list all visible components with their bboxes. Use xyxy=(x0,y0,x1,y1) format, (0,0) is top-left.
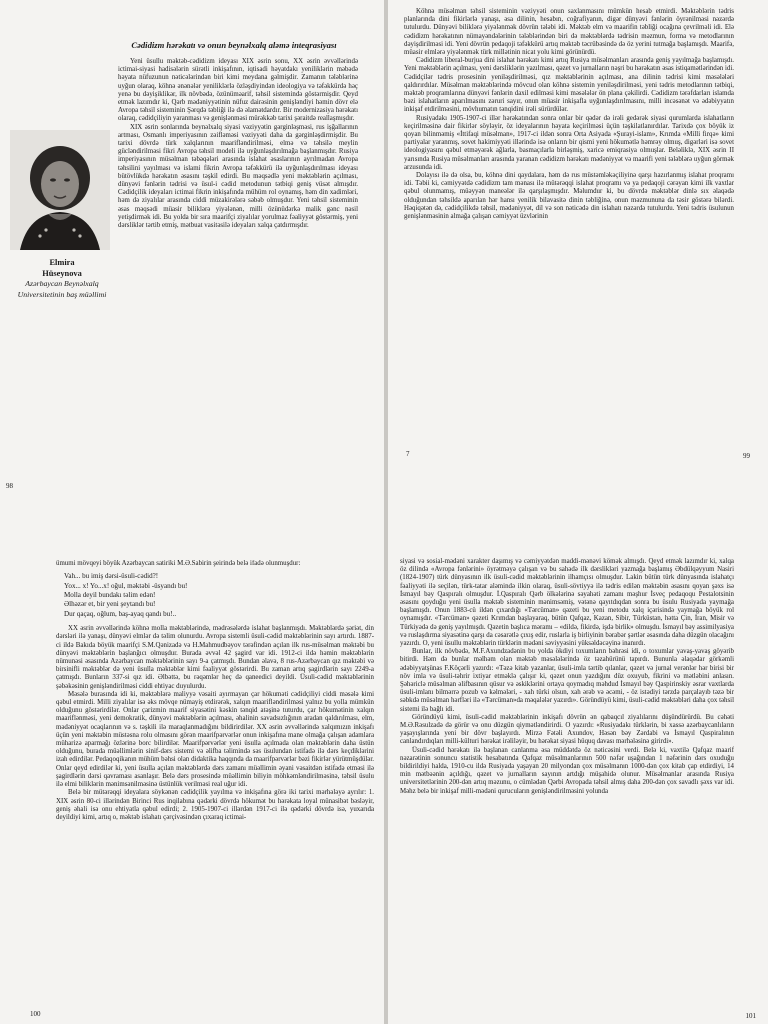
poem-line: Molla deyil bundakı təlim edən! xyxy=(64,591,156,600)
page-number: 101 xyxy=(745,1012,756,1020)
page-99 xyxy=(386,0,768,512)
page-number: 100 xyxy=(30,1010,41,1018)
paragraph: Rusiyadakı 1905-1907-ci illər hərəkatından sonra onlar bir qədər də irəli gedərək siyasi qurumlarda islahatların keçirilməsinə dair fikirlər söyləyir, öz ideyalarının həyata keçirilməsi üçün təşkilatlanırdılar. Tarixdə çox böyük iz qoyan bilinməmiş «İttifaqi müsəlman», 1917-ci ildən sonra Orta Asiyada «Şurayi-islam», Krımda «Milli firqə» kimi partiyalar yaranmış, sovet hakimiyyəti illərində isə onların bir qismi yeni hökumətlə həmrəy olmuş, digərləri isə sovet ideologiyasını qəbul etməyərək ağlarla, basmaçılarla birləşmiş, xaricə emiqrasiya olmuşlar. Beləliklə, XIX əsrin II yarısında Rusiya müsəlmanları arasında yaranan cədidizm hərəkatı mədəniyyət və maarifi yeni tələblərə uyğun görmək arzusunda idi. xyxy=(404,114,734,171)
paragraph: siyasi və sosial-mədəni xarakter daşımış və cəmiyyətdən maddi-mənəvi kömək almışdı. Qeyd etmək lazımdır ki, xalqa öz dilində «Avropa fənlərini» öyrətməyə çalışan və bu sahədə ilk dərslikləri yazmağa başlamış Əbdülqəyyum Nasiri (1824-1907) türk dünyasının ilk üsuli-cədid məktəblərinin ilhamçısı olmuşdur. Lakin bütün türk dünyasında islahatçı fəaliyyəti ilə seçilən, türk-tatar aləmində ilkin olaraq, üsuli-sövtiyyə ilə tədris edilən məktəbin əsasını qoyan şəxs isə İsmayıl bəy Qaspıralı olmuşdur. İ.Qaspıralı Qərb ölkələrinə səyahəti zamanı məşhur İsveç pedaqoqu Pestalotsinin əsasını qoyduğu yeni üsulla məktəb sisteminin mənimsəmiş, vətənə qayıtdıqdan sonra bu üsulu Rusiyada yaymağa başlamışdı. Onun 1883-cü ildən çıxardığı «Tərcüman» qəzeti bu yeni metodu xalq içərisində yaymağa böyük rol oynamışdır. «Tərcüman» qəzeti Krımdan başlayaraq, bütün Qafqaz, Kazan, Sibir, Türküstan, hətta Çin, İran, Misir və Türkiyədə də geniş yayılmışdı. Qəzetin başlıca məramı – «dildə, fikirdə, işdə birlik» olmuşdu. İsmayıl bəy assimilyasiya və ruslaşdırma siyasətinə qarşı da cəsarətlə çıxış edir, ruslarla iş birliyinin bərabər şərtlər əsasında daha düzgün olacağını yazırdı. O, yeni üsullu məktəblərin türklərin mədəni səviyyəsini yüksəldəcəyinə inanırdı. xyxy=(400,558,734,648)
poem-intro: ümumi mövqeyi böyük Azərbaycan satiriki M.Ə.Sabirin şeirində belə ifadə olunmuşdur: xyxy=(56,560,301,567)
author-photo xyxy=(10,130,110,250)
poem xyxy=(64,572,374,619)
author-caption xyxy=(14,258,110,300)
paragraph: Dolayısı ilə də olsa, bu, köhnə dini qaydalara, həm də rus müstəmləkəçiliyinə qarşı hazırlanmış islahat proqramı idi. Təbii ki, cəmiyyətdə cədidizm tam mənası ilə mütərəqqi islahat proqramı və ya pedaqoji cərəyan kimi ilk vaxtlar qəbul olunmamış, müəyyən maneələr ilə qarşılaşmışdır. Məlumdur ki, bu dövrdə məktəblər dinlə sıx əlaqədə olduğundan təhsildə aparılan hər hansı yenilik bilavasitə dinin təbliğinə, onun məzmununa da təsir göstərə bilərdi. Həqiqətən də, cədidçilikdə təhsil, mədəniyyət, dil və son nəticədə din islahatı nəzərdə tutulurdu. Yeni tədris üsulunun genişlənməsinin almağa çalışan cəmiyyət üzvlərinin xyxy=(404,172,734,221)
page-101 xyxy=(386,512,768,1024)
article-body xyxy=(400,558,734,1008)
paragraph: Məsələ burasında idi ki, məktəblərə maliyyə vəsaiti ayırmayan çar hökuməti cədidçiliyi ciddi məsələ kimi qəbul etmirdi. Milli ziyalılar isə əks mövqe nümayiş etdirərək, xalqın maarifləndirilməsi yalnız bu yolla mümkün olduğunu göstərirdilər. Onlar çarizmin maarif siyasətini kəskin tənqid atəşinə tuturdu, çar hökumətinin xalqın maariflənməsi, yeni demokratik, dünyəvi məktəblərin açılması, əhalinin savadsızlığının aradan qaldırılması, elm, mədəniyyət ocaqlarının və s. təşkili ilə maraqlanmadığını bildirirdilər. XX əsrin əvvəllərində xalqımızın inkişafı üçün yeni məktəbin müstəsna rolu olmasını görən maarifpərvərlər onun inkişafına mane olmağa çalışan adamlara müharizə aparmağı özlərinə borc bilirdilər. Maarifpərvərlər yeni üsulla açılmada olan məktəblərin daha üstün olduğunu, burada müəllimlərin sinif-dərs sistemi və əlifba təlimində səs üsulundan istifadə ilə dərs keçdiklərini izah edirdilər. Pedaqoqikanın mühüm bəhsi olan didaktika haqqında da maarifpərvərlər bəzi fikirlər yürütmüşdülər. Onlar qeyd edirdilər ki, yeni üsulla açılan məktəblərdə dərs zamanı müəllimin əyani vəsaitdən istifadə etməsi ilə şagirdlərin dərsi qavraması asanlaşır. Belə dərs prosesində müəllimin biliyin möhkəmləndirilməsinə, təhsil üsulu ilə elmi biliklərin mənimsənilməsinə üstünlük verilməsi real uğur idi. xyxy=(56,690,374,789)
paragraph: Cədidizm liberal-burjua dini islahat hərəkatı kimi artıq Rusiya müsəlmanları arasında geniş yayılmağa başlamışdı. Yeni məktəblərin açılması, yeni dərsliklərin yazılması, qəzet və jurnalların nəşri bu hərəkatın əsas istiqamətlərindən idi. Cədidçilər tədris prosesinin yeniləşdirilməsi, qız məktəblərinin açılması, ana dilinin tədrisi kimi məsələləri qaldırırdılar. Müsəlman məktəblərində mövcud olan köhnə sistemin yeniləşdirilməsi, yeni tədris metodlarının tətbiqi, məktəb proqramlarına dünyəvi fənlərin daxil edilməsi kimi məsələlər ön plana çəkilirdi. Cədidizm tərəfdarları islamda bəzi islahatların aparılmasını zəruri sayır, onun müasir inkişafla uyğunlaşdırılmasını, milli incəsənət və ədəbiyyatın inkişaf etdirilməsini, mövhumatın tənqidini irəli sürürdülər. xyxy=(404,57,734,114)
page-98 xyxy=(0,0,386,512)
paragraph: XIX əsrin sonlarında beynəlxalq siyasi vəziyyətin gərginləşməsi, rus işğallarının artması, Osmanlı imperiyasının zəifləməsi vəziyyəti daha da gərginləşdirmişdir. Bu tarixi dövrdə türk xalqlarının maarifləndirilməsi, elmə və təhsilə meylin gücləndirilməsi fikri Avropa təhsil modeli ilə uyğunlaşdırılmağa başlanmışdır. Rusiya imperiyasının müsəlman təbəqələri arasında islahat əsaslarının ayrılmadan Avropa təhsilini yayılması və islami fikrin Avropa təfəkkürü ilə uyğunlaşdırılması ideyası bütövlükdə hərəkatın əsasını təşkil edirdi. Bu məqsədlə yeni məktəblərin açılması, dünyəvi fənlərin tədrisi və üsul-i cədid metodunun tətbiqi geniş vüsət almışdır. Cədidçilik ideyaları ictimai fikrin inkişafında mühüm rol oynamış, həm din xadimləri, həm də ziyalılar arasında ciddi müzakirələrə səbəb olmuşdur. Yeni təhsil sisteminin əsas məqsədi müasir biliklərə yiyələnən, milli özünüdərkə malik gənc nəsil yetişdirmək idi. Bu yolda bir sıra maarifçi ziyalılar yorulmaz fəaliyyət göstərmiş, yeni dərsliklər tərtib etmiş, mətbuat vasitəsilə ideyaları xalqa çatdırmışdır. xyxy=(118,123,358,230)
poem-line: Dur qaçaq, oğlum, baş-ayaq qandı bu!.. xyxy=(64,609,177,618)
page-number: 99 xyxy=(743,452,750,460)
paragraph: Göründüyü kimi, üsuli-cədid məktəblərinin inkişafı dövrün ən qabaqcıl ziyalılarını düşündürürdü. Bu cəhəti M.Ə.Rəsulzadə də görür və onu düzgün qiymətləndirirdi. O yazırdı: «Rusiyadakı türklərin, bi xassə azərbaycanlıların yaşayışlarında yeni bir dövr başlayırdı. Mirzə Fətəli Axundov, Həsən bəy Zərdabi və İsmayıl Qaspiralının canlandırdıqları milli-külturi hərəkat irəliləyir, bu hərəkat siyasi hüquq davası mərhələsinə girirdi». xyxy=(400,713,734,746)
paragraph: Belə bir mütərəqqi ideyalara söykənən cədidçilik yayılma və inkişafına görə iki tarixi mərhələyə ayrılır: 1. XIX əsrin 80-ci illərindən Birinci Rus inqilabına qədərki dövrdə hökumət bu hərəkata loyal münasibət bəsləyir, geniş əhali isə onu ehtiyatla qəbul edirdi; 2. 1905-1907-ci illərdən 1917-ci ilə qədərki dövrdə isə, yuxarıda deyildiyi kimi, artıq o, məktəb islahatı çərçivəsindən çıxaraq ictimai- xyxy=(56,789,374,821)
paragraph: Üsuli-cədid hərəkatı ilə başlanan canlanma əsa müddətdə öz nəticəsini verdi. Belə ki, vaxtilə Qafqaz maarif nəzarətinin sonuncu statistik hesabatında Qafqaz müsəlmanlarının 500 nəfər uşağından 1 nəfərinin dərs oxuduğu bildirildiyi halda, 1910-cu ildə Rusiyada yaşayan 20 milyondan çox müsəlmanın 1000-dən çox kitab çap etdirdiyi, 14 min mətbəənin açıldığı, qəzet və jurnalların sayının artdığı müşahidə olunur. Müsəlmanlar arasında Rusiya universitetlərinin 200-dən artıq məzunu, o cümlədən Qərbi Avropada təhsil almış daha 200-dən çox savadlı şəxs var idi. Məhz belə bir inkişaf milli-mədəni qurucuların genişləndirilməsini yolunda xyxy=(400,746,734,795)
article-body xyxy=(56,560,374,1008)
paragraph: XX əsrin əvvəllərində köhnə molla məktəblərində, mədrəsələrdə islahat başlanmışdı. Məktəblərdə şəriət, din dərsləri ilə yanaşı, dünyəvi elmlər də təlim olunurdu. Avropa sistemli üsuli-cədid məktəblərinin sayı artırdı. 1887-ci ildə Bakıda böyük maarifçi S.M.Qənizadə və H.Mahmudbəyov tərəfindən açılan ilk rus-müsəlman məktəbi bu dünyəvi məktəblərin başlanğıcı olmuşdur. Burada əvvəl 42 şagird var idi. 1912-ci ildə həmin məktəblərin nümunəsi əsasında Azərbaycan məktəblərinin sayı 9-a çatmışdı. Bundan əlavə, 8 rus-Azərbaycan qız məktəbi və birsinifli məktəblər də yeni üsulla məktəblər kimi fəaliyyət göstərirdi. Bu zaman artıq şagirdlərin sayı 2249-a çatmışdı. Bunların 337-si qız idi. Əlbəttə, bu rəqəmlər heç də qaneedici deyildi. Üsuli-cədid məktəblərinin şəbəkəsinin genişləndirilməsi ciddi ehtiyac duyulurdu. xyxy=(56,625,374,690)
paragraph: Köhnə müsəlman təhsil sisteminin vəziyyəti onun saxlanmasını mümkün hesab etmirdi. Məktəblərin tədris planlarında dini fikirlərlə yanaşı, əsa dilinin, hesabın, coğrafiyanın, digər dünyəvi fənlərin öyrənilməsi nəzərdə tutulurdu. Dünyəvi biliklərə yiyələnmək dövrün tələbi idi. Məktəb elm və maarifin təbliği ocağına çevrilməli idi. Elə cədidizm hərəkatının nümayəndələrinin tələblərindən biri də məktəblərdə tədrisin məzmun, forma və metodlarının dəyişdirilməsi idi. Yeni dövrün pedaqoji təfəkkürü artıq məktəb təcrübəsində də öz yerini tutmağa başlamışdı. Maarifə, müasir elmlərə yiyələnmək türk millətinin nicat yolu kimi görünürdü. xyxy=(404,8,734,57)
poem-line: Yox... x! Yo...x! oğul, məktəbi -üsyandı bu! xyxy=(64,581,188,590)
article-title: Cədidizm hərəkatı və onun beynəlxalq aləmə inteqrasiyası xyxy=(131,40,337,50)
page-number: 98 xyxy=(6,482,13,490)
author-name-last: Hüseynova xyxy=(42,268,82,278)
page-100 xyxy=(0,512,386,1024)
author-role: Azərbaycan Beynəlxalq Universitetinin baş müəllimi xyxy=(17,279,107,299)
article-body xyxy=(118,58,358,478)
poem-line: Əlhəzər et, bir yeni şeytandı bu! xyxy=(64,600,156,609)
portrait-image xyxy=(10,130,110,250)
poem-line: Vah... bu imiş dərsi-üsuli-cədid?! xyxy=(64,572,159,581)
paragraph: Yeni üsullu məktəb-cədidizm ideyası XIX əsrin sonu, XX əsrin əvvəllərində ictimai-siyasi hadisələrin sürətli inkişafının, iqtisadi həyatdakı yeniliklərin məbədə həyata nüfuzunun nəticələrindən biri kimi meydana gəlmişdir. Zamanın tələblərinə uyğun olaraq, köhnə ənənələr yeniliklərlə özləşdiyindən ideologiya və təfəkkürdə həç yenə bu dəyişiklikər, ilk növbədə, özünüməarif, təhsil sistemində göstərmişdir. Qeyd etmək lazımdır ki, Qərb mədəniyyətinin nüfuz dairəsinin genişləndiyi həmin dövr elə Avropa təhsil sisteminin Şərqdə təbliği ilə də əlamətdardır. Bir modernizasiya hərəkatı olaraq, cədidçiliyin yaranması və genişlənməsi mürəkkəb tarixi şəraitdə reallaşmışdır. xyxy=(118,58,358,123)
page-gutter xyxy=(386,0,388,512)
page-gutter xyxy=(386,512,388,1024)
margin-mark: 7 xyxy=(406,450,410,458)
author-name-first: Elmira xyxy=(49,258,75,267)
paragraph: Bunlar, ilk növbədə, M.F.Axundzadənin bu yolda ökdiyi toxumların bəhrəsi idi, o toxumlar yavaş-yavaş göyərib bitirdi. Həm də bunlar məlhəm olan məktəb məsələlərində öz təzahürünü tapırdı. Bununla əlaqədar görkəmli ədəbiyyatşünas F.Köçərli yazırdı: «Təzə kitab yazanlar, üsuli-imla tərtib qılanlar, qəzet və jurnal verənlər hər birisi bir növ imla və üsuli-təhrir ixtiyar etməklə çalışır ki, qəzet onun yazdığını düz oxuyub, fikrini və mətləbini anlasın. Şəhəriclə müsəlman əlifbasının qüsur və əskiklərini ortaya qoymadıq məhdud İsmayıl bəy Qaspirinskiy əsrar vaxtlarda üsuli-imlanı bilmərrə pozub və kəlmələri, - xah türki olsun, xah ərəb və əcəmi, - öz istədiyi tərzdə parçalayıb təzə bir səbkdə müsəlman hərfləri ilə «Tərcüman»da məqalələr yazırdı». Göründüyü kimi, üsuli-cədid məktəbləri daha çox təhsil sistemi ilə bağlı idi. xyxy=(400,648,734,713)
article-body xyxy=(404,8,734,430)
